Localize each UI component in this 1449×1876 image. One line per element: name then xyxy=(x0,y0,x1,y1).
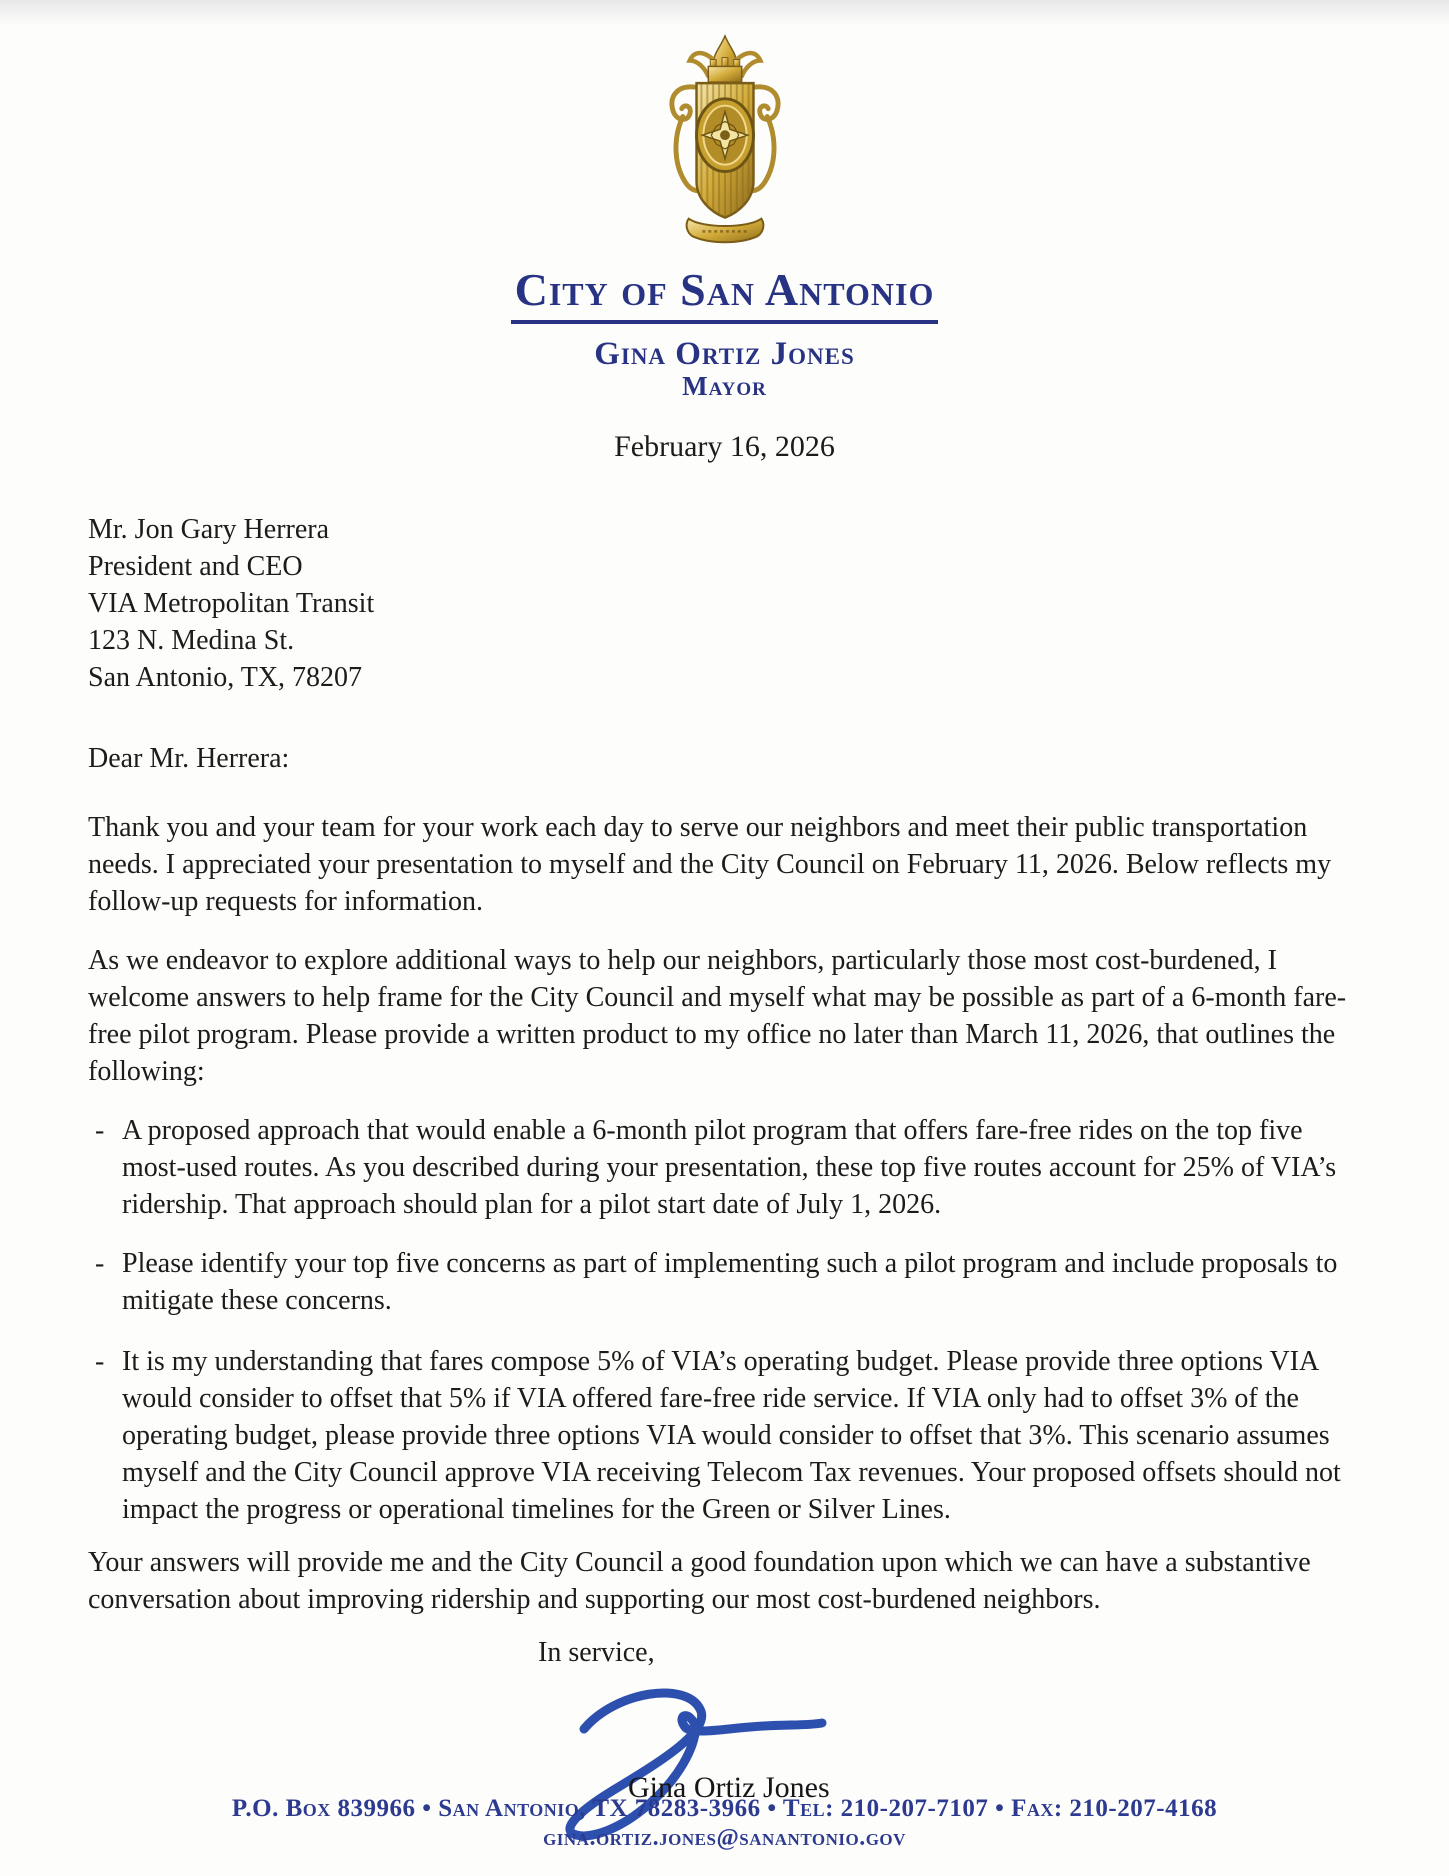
bullet-dash-marker: - xyxy=(95,1114,105,1146)
recipient-line: VIA Metropolitan Transit xyxy=(88,587,375,619)
letter-date: February 16, 2026 xyxy=(614,429,835,463)
letterhead xyxy=(0,0,1449,465)
closing-paragraph: Your answers will provide me and the City Council a good foundation upon which we can have a substantive conversation about improving ridership and supporting our most cost-burdened neighbors. xyxy=(88,1546,1311,1615)
mayor-name: Gina Ortiz Jones xyxy=(594,335,855,372)
signature-printed-name: Gina Ortiz Jones xyxy=(628,1770,830,1804)
bullet-text: It is my understanding that fares compose 5% of VIA’s operating budget. Please provide three options VIA would consider to offset that 5% if VIA offered fare-free ride service. If VIA only had to offset 3% of the operating budget, please provide three options VIA would consider to offset that 3%. This scenario assumes myself and the City Council approve VIA receiving Telecom Tax revenues. Your proposed offsets should not impact the progress or operational timelines for the Green or Silver Lines. xyxy=(122,1345,1341,1525)
recipient-line: President and CEO xyxy=(88,550,303,582)
mayor-title: Mayor xyxy=(682,370,767,401)
recipient-line: Mr. Jon Gary Herrera xyxy=(88,513,330,545)
paragraph: As we endeavor to explore additional ways to help our neighbors, particularly those most cost-burdened, I welcome answers to help frame for the City Council and myself what may be possible as part of a 6-month fare-free pilot program. Please provide a written product to my office no later than March 11, 2026, that outlines the following: xyxy=(88,944,1347,1087)
paragraph: Thank you and your team for your work each day to serve our neighbors and meet their public transportation needs. I appreciated your presentation to myself and the City Council on February 11, 2026. Below reflects my follow-up requests for information. xyxy=(88,811,1332,917)
scan-artifact-band xyxy=(0,0,1449,26)
city-seal-icon xyxy=(661,34,789,254)
recipient-line: 123 N. Medina St. xyxy=(88,624,295,656)
footer-email: gina.ortiz.jones@sanantonio.gov xyxy=(543,1825,906,1851)
salutation: Dear Mr. Herrera: xyxy=(88,742,290,774)
recipient-address-block xyxy=(88,511,1357,696)
city-title-text: City of San Antonio xyxy=(511,265,939,324)
letter-body xyxy=(0,511,1449,1851)
bullet-dash-marker: - xyxy=(95,1247,105,1279)
bullet-item xyxy=(88,1112,1357,1223)
bullet-dash-marker: - xyxy=(95,1345,105,1377)
bullet-text: A proposed approach that would enable a 6-month pilot program that offers fare-free rides on the top five most-used routes. As you described during your presentation, these top five routes account for 25% of VIA’s ridership. That approach should plan for a pilot start date of July 1, 2026. xyxy=(122,1114,1337,1220)
letter-footer xyxy=(0,1794,1449,1852)
bullet-item xyxy=(88,1245,1357,1319)
footer-contact-line: P.O. Box 839966 • San Antonio, TX 78283-3966 • Tel: 210-207-7107 • Fax: 210-207-4168 xyxy=(231,1795,1218,1822)
recipient-line: San Antonio, TX, 78207 xyxy=(88,661,363,693)
valediction: In service, xyxy=(538,1636,655,1668)
letterhead-city-title xyxy=(0,265,1449,324)
bullet-text: Please identify your top five concerns as part of implementing such a pilot program and include proposals to mitigate these concerns. xyxy=(122,1247,1338,1316)
bullet-item xyxy=(88,1343,1357,1528)
